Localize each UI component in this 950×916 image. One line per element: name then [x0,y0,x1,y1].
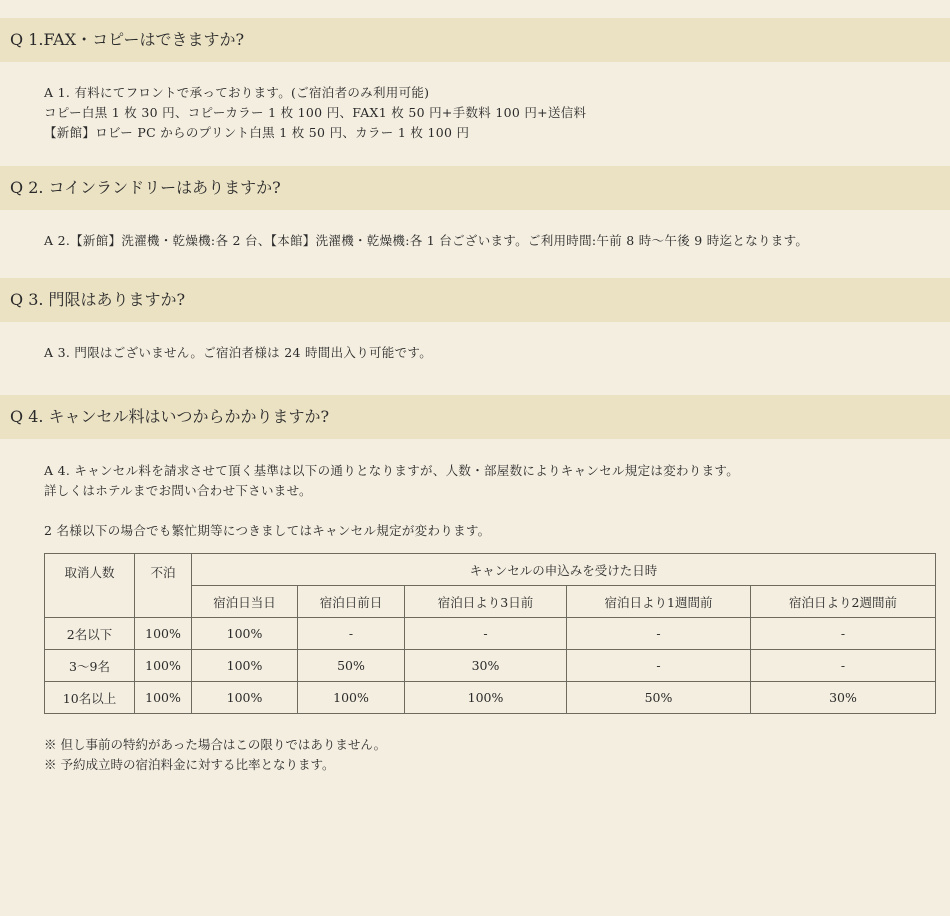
table-cell: 10名以上 [45,682,135,714]
subheader-3-days: 宿泊日より3日前 [405,586,567,618]
table-cell: 100% [192,650,298,682]
footnotes [44,735,386,775]
table-cell: 100% [192,618,298,650]
answer-line [44,501,739,521]
answer-line: 詳しくはホテルまでお問い合わせ下さいませ。 [44,483,312,498]
table-cell: 2名以下 [45,618,135,650]
faq-answer-1 [44,83,586,143]
answer-line: A 2.【新館】洗濯機・乾燥機:各 2 台、【本館】洗濯機・乾燥機:各 1 台ございます。ご利用時間:午前 8 時〜午後 9 時迄となります。 [44,233,809,248]
table-cell: 100% [135,682,192,714]
table-cell: 50% [298,650,405,682]
subheader-same-day: 宿泊日当日 [192,586,298,618]
table-cell: 30% [751,682,936,714]
subheader-day-before: 宿泊日前日 [298,586,405,618]
faq-question-2: Q 2. コインランドリーはありますか? [0,166,950,210]
answer-line: A 3. 門限はございません。ご宿泊者様は 24 時間出入り可能です。 [44,345,433,360]
answer-line: 2 名様以下の場合でも繁忙期等につきましてはキャンセル規定が変わります。 [44,523,491,538]
table-cell: 100% [135,650,192,682]
table-cell: 30% [405,650,567,682]
footnote: ※ 但し事前の特約があった場合はこの限りではありません。 [44,737,387,752]
table-cell: - [751,650,936,682]
answer-line: A 1. 有料にてフロントで承っております。(ご宿泊者のみ利用可能) [44,85,430,100]
table-row [45,682,936,714]
table-cell: 3〜9名 [45,650,135,682]
table-row [45,650,936,682]
table-cell: - [567,650,751,682]
faq-question-4: Q 4. キャンセル料はいつからかかりますか? [0,395,950,439]
faq-answer-2 [44,231,808,251]
faq-question-3: Q 3. 門限はありますか? [0,278,950,322]
table-cell: 100% [135,618,192,650]
table-cell: 50% [567,682,751,714]
faq-answer-4 [44,461,739,541]
answer-line: コピー白黒 1 枚 30 円、コピーカラー 1 枚 100 円、FAX1 枚 50 円+手数料 100 円+送信料 [44,105,587,120]
footnote: ※ 予約成立時の宿泊料金に対する比率となります。 [44,757,335,772]
answer-line: A 4. キャンセル料を請求させて頂く基準は以下の通りとなりますが、人数・部屋数によりキャンセル規定は変わります。 [44,463,740,478]
table-cell: - [751,618,936,650]
table-row [45,618,936,650]
table-cell: 100% [298,682,405,714]
table-cell: - [567,618,751,650]
table-cell: - [298,618,405,650]
table-cell: 100% [192,682,298,714]
faq-answer-3 [44,343,432,363]
header-no-show: 不泊 [135,554,192,618]
table-cell: 100% [405,682,567,714]
header-cancel-timing: キャンセルの申込みを受けた日時 [192,554,936,586]
table-cell: - [405,618,567,650]
cancellation-fee-table [44,553,936,714]
subheader-1-week: 宿泊日より1週間前 [567,586,751,618]
subheader-2-weeks: 宿泊日より2週間前 [751,586,936,618]
faq-question-1: Q 1.FAX・コピーはできますか? [0,18,950,62]
header-people: 取消人数 [45,554,135,618]
answer-line: 【新館】ロビー PC からのプリント白黒 1 枚 50 円、カラー 1 枚 100 円 [44,125,470,140]
